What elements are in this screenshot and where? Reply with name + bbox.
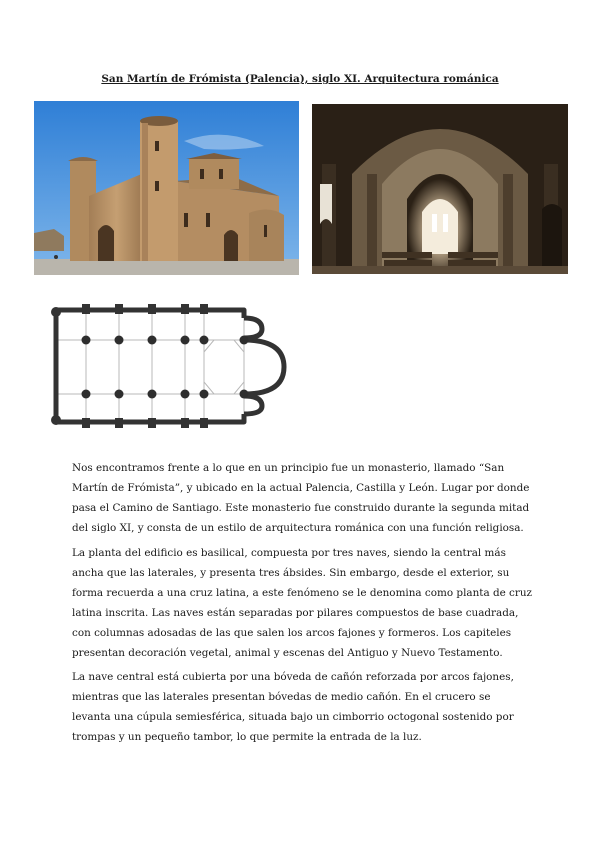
document-title: San Martín de Frómista (Palencia), siglo XI. Arquitectura románica xyxy=(101,73,499,85)
floor-plan-drawing xyxy=(44,302,290,430)
church-interior-nave-photo xyxy=(312,104,568,274)
church-exterior-photo xyxy=(34,101,299,275)
paragraph-vaults-description: La nave central está cubierta por una bóveda de cañón reforzada por arcos fajones, mientras que las laterales presentan bóvedas de medio cañón. En el crucero se levanta una cúpula semiesférica, situada bajo un cimborrio octogonal sostenido por trompas y un pequeño tambor, lo que permite la entrada de la luz. xyxy=(72,671,514,743)
paragraph-introduction: Nos encontramos frente a lo que en un principio fue un monasterio, llamado “San Martín de Frómista”, y ubicado en la actual Palencia, Castilla y León. Lugar por donde pasa el Camino de Santiago. Este monasterio fue construido durante la segunda mitad del siglo XI, y consta de un estilo de arquitectura románica con una función religiosa. xyxy=(72,462,530,534)
paragraph-plan-description: La planta del edificio es basilical, compuesta por tres naves, siendo la central más ancha que las laterales, y presenta tres ábsides. Sin embargo, desde el exterior, su forma recuerda a una cruz latina, a este fenómeno se le denomina como planta de cruz latina inscrita. Las naves están separadas por pilares compuestos de base cuadrada, con columnas adosadas de las que salen los arcos fajones y formeros. Los capiteles presentan decoración vegetal, animal y escenas del Antiguo y Nuevo Testamento. xyxy=(72,547,533,659)
